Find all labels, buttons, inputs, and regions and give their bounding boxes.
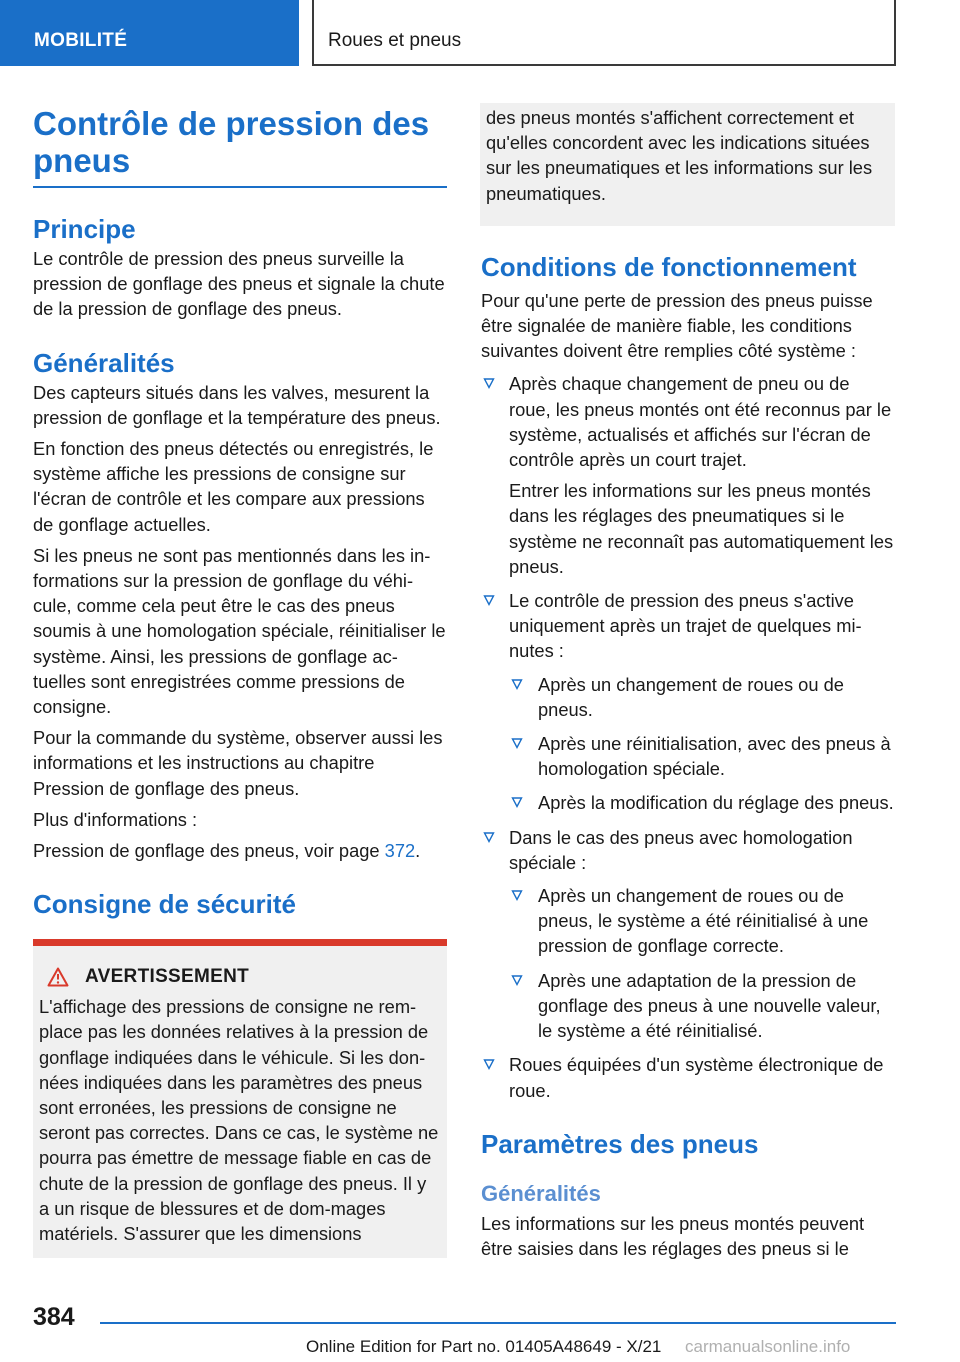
warning-continuation-box xyxy=(480,103,895,226)
warning-triangle-icon xyxy=(47,967,69,987)
ref-text: Pression de gonflage des pneus, voir page xyxy=(33,840,385,862)
sub-list-item-text: Après la modification du réglage des pneus. xyxy=(538,792,894,814)
section-tab: MOBILITÉ xyxy=(0,0,299,66)
page-number: 384 xyxy=(33,1303,75,1331)
sub-list-item xyxy=(509,968,895,1044)
edition-info: Online Edition for Part no. 01405A48649 - X/21 xyxy=(306,1337,662,1356)
chapter-title: Roues et pneus xyxy=(312,0,896,66)
page-link-372[interactable]: 372 xyxy=(384,840,416,862)
watermark: carmanualsonline.info xyxy=(685,1337,851,1356)
heading-parametres: Paramètres des pneus xyxy=(481,1128,759,1159)
triangle-bullet-icon xyxy=(483,831,495,843)
sub-list-item-text: Après un changement de roues ou de pneus. xyxy=(538,673,844,720)
heading-conditions: Conditions de fonctionnement xyxy=(481,251,857,282)
generalites-ref xyxy=(33,838,447,863)
sub-list-item-text: Après une réinitialisation, avec des pneus à homologation spéciale. xyxy=(538,733,891,780)
triangle-bullet-icon xyxy=(483,594,495,606)
conditions-list xyxy=(481,371,895,1102)
sub-list-item-text: Après un changement de roues ou de pneus, le système a été réinitialisé à une pression de gonflage correcte. xyxy=(538,885,869,957)
generalites-p1: Des capteurs situés dans les valves, mesurent la pression de gonflage et la température des pneus. xyxy=(33,381,441,428)
list-item-extra: Entrer les informations sur les pneus montés dans les réglages des pneumatiques si le système ne reconnaît pas automatiquement les pneus. xyxy=(509,480,894,577)
heading-generalites: Généralités xyxy=(33,347,175,378)
warning-header xyxy=(39,966,439,988)
heading-parametres-generalites: Généralités xyxy=(481,1180,601,1206)
triangle-bullet-icon xyxy=(511,737,523,749)
right-column xyxy=(481,103,895,1261)
sub-list xyxy=(509,883,895,1043)
generalites-p4: Pour la commande du système, observer aussi les informations et les instructions au chapitre Pression de gonflage des pneus. xyxy=(33,727,443,799)
triangle-bullet-icon xyxy=(483,1058,495,1070)
sub-list-item xyxy=(509,790,895,815)
parametres-text: Les informations sur les pneus montés peuvent être saisies dans les réglages des pneus si le xyxy=(481,1212,865,1259)
sub-list-item xyxy=(509,672,895,722)
list-item-text: Le contrôle de pression des pneus s'active uniquement après un trajet de quelques mi-nutes : xyxy=(509,590,862,662)
triangle-bullet-icon xyxy=(483,377,495,389)
list-item xyxy=(481,825,895,1044)
list-item-text: Roues équipées d'un système électronique de roue. xyxy=(509,1054,884,1101)
list-item xyxy=(481,1052,895,1102)
list-item xyxy=(481,371,895,579)
generalites-p2: En fonction des pneus détectés ou enregistrés, le système affiche les pressions de consigne sur l'écran de contrôle et les compare aux pressions de gonflage actuelles. xyxy=(33,438,434,535)
triangle-bullet-icon xyxy=(511,796,523,808)
sub-list-item xyxy=(509,731,895,781)
heading-principe: Principe xyxy=(33,214,136,244)
triangle-bullet-icon xyxy=(511,678,523,690)
page-title: Contrôle de pression des pneus xyxy=(33,105,430,179)
ref-end: . xyxy=(415,840,421,862)
sub-list-item xyxy=(509,883,895,959)
sub-list xyxy=(509,672,895,816)
generalites-p3: Si les pneus ne sont pas mentionnés dans les in-formations sur la pression de gonflage du véhi-cule, comme cela peut être le cas des pneus soumis à une homologation spéciale, réinitialiser le système. Ainsi, les pressions de gonflage ac-tuelles sont enregistrées comme pressions de consigne. xyxy=(33,544,446,718)
warning-text: L'affichage des pressions de consigne ne rem-place pas les données relatives à la pression de gonflage indiquées dans le véhicule. Si les don-nées indiquées dans les paramètres des pneus sont erronées, les pressions de consigne ne seront pas correctes. Dans ce cas, le système ne pourra pas émettre de message fiable en cas de chute de la pression de gonflage des pneus. Il y a un risque de blessures et de dom-mages matériels. S'assurer que les dimensions xyxy=(39,996,439,1245)
conditions-intro: Pour qu'une perte de pression des pneus puisse être signalée de manière fiable, les conditions suivantes doivent être remplies côté système : xyxy=(481,289,873,362)
warning-continuation-text: des pneus montés s'affichent correctement et qu'elles concordent avec les indications situées sur les pneumatiques et les informations sur les pneumatiques. xyxy=(486,107,873,204)
heading-securite: Consigne de sécurité xyxy=(33,889,296,920)
sub-list-item-text: Après une adaptation de la pression de gonflage des pneus à une nouvelle valeur, le système a été réinitialisé. xyxy=(538,969,881,1042)
list-item-text: Après chaque changement de pneu ou de roue, les pneus montés ont été reconnus par le système, actualisés et affichés sur l'écran de contrôle après un court trajet. xyxy=(509,373,892,471)
warning-box xyxy=(33,939,447,1258)
footer-divider xyxy=(100,1322,896,1324)
list-item xyxy=(481,588,895,816)
generalites-p5: Plus d'informations : xyxy=(33,808,198,830)
triangle-bullet-icon xyxy=(511,889,523,901)
left-column xyxy=(33,103,447,1258)
warning-title: AVERTISSEMENT xyxy=(85,966,250,988)
principe-text: Le contrôle de pression des pneus surveille la pression de gonflage des pneus et signale la chute de la pression de gonflage des pneus. xyxy=(33,248,445,320)
list-item-text: Dans le cas des pneus avec homologation spéciale : xyxy=(509,826,853,873)
title-divider xyxy=(33,186,447,188)
triangle-bullet-icon xyxy=(511,974,523,986)
